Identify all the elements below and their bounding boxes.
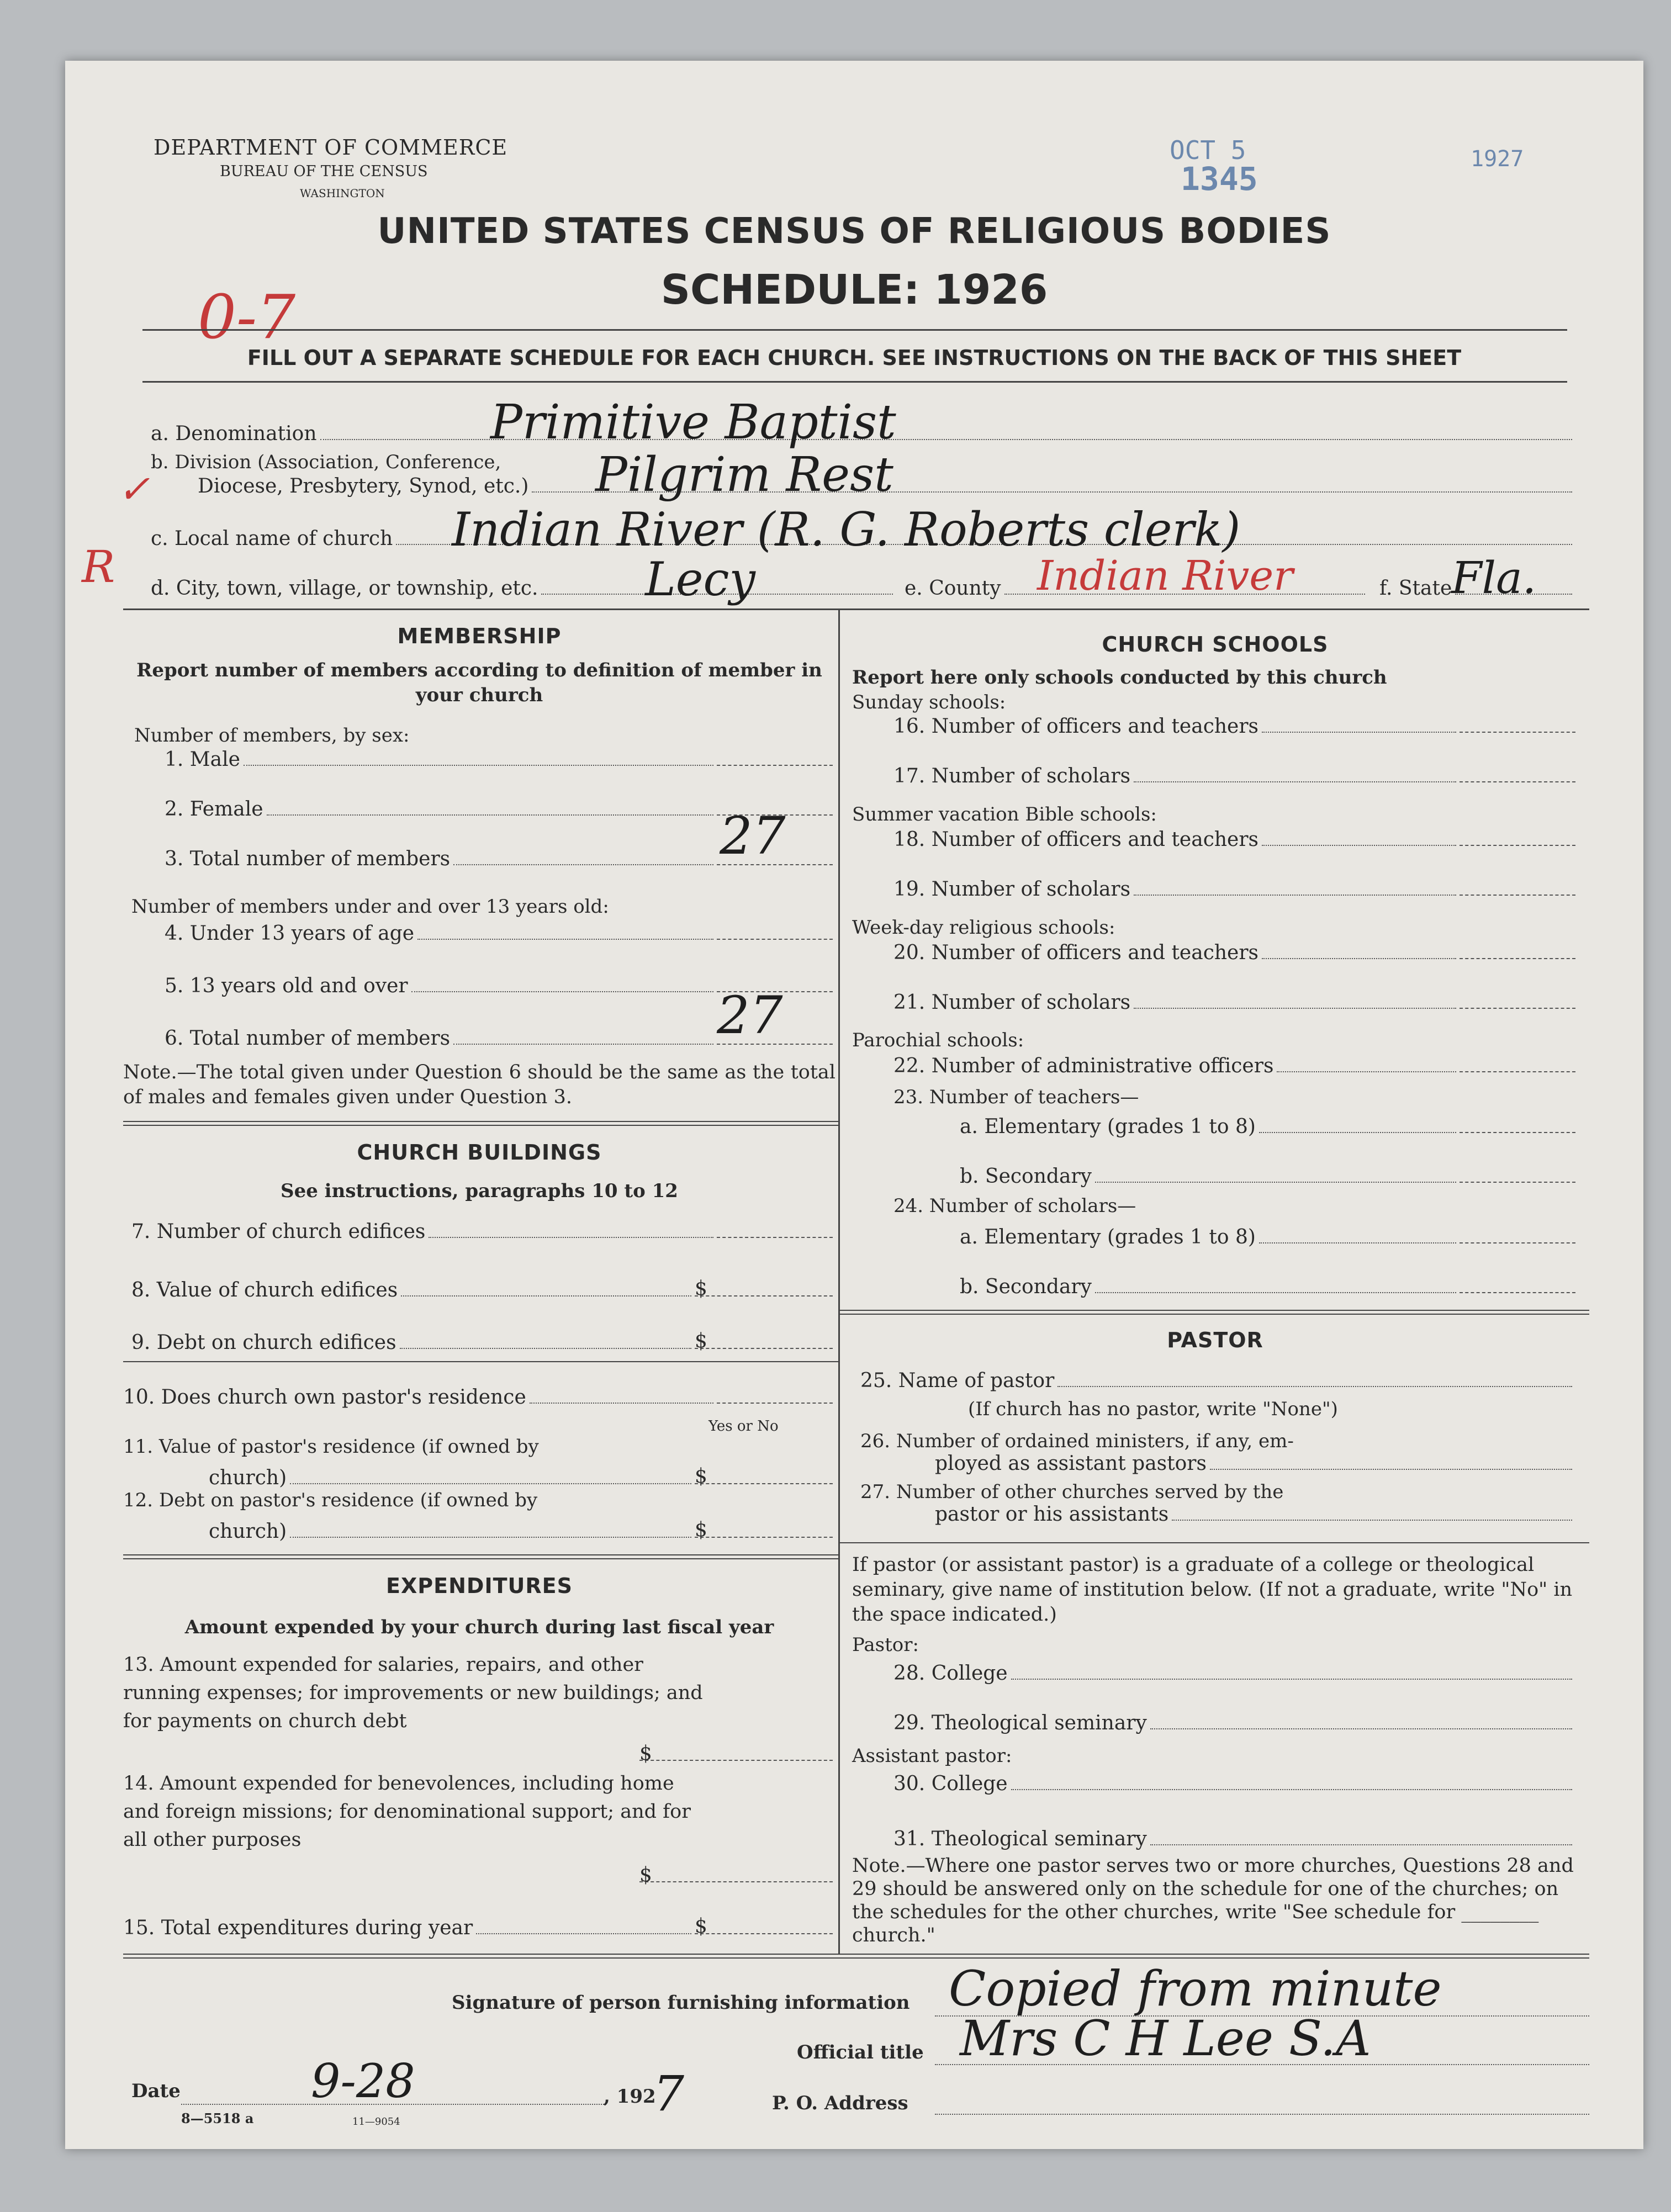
members-by-age-label: Number of members under and over 13 years old: [131, 896, 609, 918]
date-value: 9-28 [311, 2054, 415, 2108]
q31-theological-seminary: 31. Theological seminary [893, 1828, 1575, 1850]
local-name-row: c. Local name of church [151, 527, 1575, 550]
church-buildings-instruction: See instructions, paragraphs 10 to 12 [281, 1180, 678, 1202]
q25-hint: (If church has no pastor, write "None") [968, 1398, 1338, 1420]
q19-summer-scholars: 19. Number of scholars [893, 878, 1575, 901]
pastor-note: Note.—Where one pastor serves two or more churches, Questions 28 and 29 should be answered only on the schedule for one of the churches; on the schedules for the other churches, write "See schedule for ________ church." [852, 1855, 1574, 1946]
q11-value-residence: church) $ [209, 1460, 833, 1489]
church-buildings-heading: CHURCH BUILDINGS [357, 1140, 602, 1165]
q1-male: 1. Male [165, 748, 833, 771]
red-code-annotation: 0-7 [198, 282, 296, 352]
official-title-value: Mrs C H Lee S.A [960, 2010, 1371, 2067]
department-name: DEPARTMENT OF COMMERCE [154, 135, 508, 160]
fill-out-instruction: FILL OUT A SEPARATE SCHEDULE FOR EACH CHURCH. SEE INSTRUCTIONS ON THE BACK OF THIS SHEET [247, 346, 1462, 370]
expenditures-heading: EXPENDITURES [386, 1574, 573, 1598]
q10-pastor-residence: 10. Does church own pastor's residence [123, 1386, 833, 1409]
q23a-elementary: a. Elementary (grades 1 to 8) [960, 1115, 1575, 1138]
signature-value: Copied from minute [949, 1960, 1442, 2017]
q6-total-number: 6. Total number of members [165, 1027, 833, 1050]
year-value: 7 [653, 2065, 684, 2122]
graduate-instruction: If pastor (or assistant pastor) is a graduate of a college or theological seminary, give name of institution below. (If not a graduate, write "No" in the space indicated.) [852, 1554, 1573, 1626]
q3-total-members: 3. Total number of members [165, 848, 833, 870]
q21-weekday-scholars: 21. Number of scholars [893, 991, 1575, 1014]
official-title-label: Official title [797, 2041, 924, 2063]
q24-scholars-label: 24. Number of scholars— [893, 1195, 1136, 1217]
po-address-label: P. O. Address [772, 2092, 908, 2114]
summer-schools-label: Summer vacation Bible schools: [852, 803, 1157, 825]
assistant-pastor-label: Assistant pastor: [852, 1745, 1012, 1767]
division-row: Diocese, Presbytery, Synod, etc.) [198, 475, 1575, 498]
q27-other-churches: pastor or his assistants [935, 1503, 1575, 1526]
denomination-value: Primitive Baptist [490, 395, 896, 450]
q14-label: 14. Amount expended for benevolences, including home and foreign missions; for denominational support; and for all other purposes [123, 1772, 691, 1851]
membership-note: Note.—The total given under Question 6 should be the same as the total of males and females given under Question 3. [123, 1061, 836, 1108]
census-schedule-sheet [65, 61, 1643, 2149]
q13-dollar: $ [639, 1742, 652, 1765]
q14-dollar: $ [639, 1864, 652, 1886]
yes-or-no-hint: Yes or No [708, 1418, 779, 1435]
bureau-location: WASHINGTON [300, 187, 385, 200]
print-number: 11—9054 [352, 2116, 400, 2128]
denomination-row: a. Denomination [151, 422, 1575, 445]
q13-label: 13. Amount expended for salaries, repairs, and other running expenses; for improvements or new buildings; and for payments on church debt [123, 1654, 703, 1732]
q26-label: 26. Number of ordained ministers, if any, em- [860, 1430, 1294, 1452]
q24b-secondary: b. Secondary [960, 1276, 1575, 1298]
red-initial-annotation: R [82, 541, 115, 592]
signature-label: Signature of person furnishing information [452, 1992, 910, 2014]
membership-instruction: Report number of members according to definition of member in your church [136, 659, 822, 706]
q20-weekday-officers: 20. Number of officers and teachers [893, 941, 1575, 964]
q24a-elementary: a. Elementary (grades 1 to 8) [960, 1226, 1575, 1248]
local-name-value: Indian River (R. G. Roberts clerk) [452, 502, 1241, 557]
q27-label: 27. Number of other churches served by the [860, 1481, 1284, 1503]
expenditures-instruction: Amount expended by your church during last fiscal year [184, 1616, 774, 1638]
q12-debt-residence: church) $ [209, 1514, 833, 1543]
q2-female: 2. Female [165, 798, 833, 821]
q25-pastor-name: 25. Name of pastor [860, 1369, 1575, 1392]
state-row: f. State [1379, 577, 1575, 600]
city-row: d. City, town, village, or township, etc. [151, 577, 896, 600]
q12-label: 12. Debt on pastor's residence (if owned by [123, 1489, 538, 1511]
q11-label: 11. Value of pastor's residence (if owned by [123, 1436, 539, 1458]
county-value: Indian River [1037, 552, 1293, 600]
received-stamp-date: OCT 5 [1170, 135, 1246, 165]
q22-admin-officers: 22. Number of administrative officers [893, 1055, 1575, 1077]
membership-heading: MEMBERSHIP [397, 624, 562, 648]
county-row: e. County [905, 577, 1368, 600]
bureau-name: BUREAU OF THE CENSUS [220, 163, 428, 180]
red-check-mark: ✓ [118, 467, 150, 512]
weekday-schools-label: Week-day religious schools: [852, 917, 1115, 939]
q26-ordained-ministers: ployed as assistant pastors [935, 1452, 1575, 1475]
q9-debt-edifices: 9. Debt on church edifices $ [131, 1325, 833, 1354]
division-label-1: b. Division (Association, Conference, [151, 451, 501, 473]
pastor-education-label: Pastor: [852, 1634, 919, 1656]
schedule-number-stamp: 1345 [1181, 160, 1258, 198]
q6-total-value: 27 [717, 986, 783, 1046]
form-title: UNITED STATES CENSUS OF RELIGIOUS BODIES [377, 211, 1331, 252]
pastor-heading: PASTOR [1167, 1328, 1263, 1352]
form-subtitle: SCHEDULE: 1926 [660, 266, 1048, 314]
q17-sunday-scholars: 17. Number of scholars [893, 765, 1575, 787]
q28-college: 28. College [893, 1662, 1575, 1685]
q23-teachers-label: 23. Number of teachers— [893, 1086, 1139, 1108]
form-number: 8—5518 a [181, 2110, 254, 2126]
sunday-schools-label: Sunday schools: [852, 691, 1006, 713]
q23b-secondary: b. Secondary [960, 1165, 1575, 1188]
church-schools-heading: CHURCH SCHOOLS [1102, 632, 1329, 657]
q5-13-and-over: 5. 13 years old and over [165, 975, 833, 997]
q3-total-value: 27 [720, 806, 786, 866]
state-value: Fla. [1451, 552, 1537, 604]
parochial-schools-label: Parochial schools: [852, 1029, 1024, 1051]
received-stamp-year: 1927 [1471, 146, 1524, 172]
date-label: Date [131, 2080, 181, 2102]
q4-under-13: 4. Under 13 years of age [165, 922, 833, 945]
q16-sunday-officers: 16. Number of officers and teachers [893, 715, 1575, 738]
q15-total-expenditures: 15. Total expenditures during year $ [123, 1911, 833, 1939]
q8-value-edifices: 8. Value of church edifices $ [131, 1273, 833, 1301]
q30-college: 30. College [893, 1772, 1575, 1795]
year-prefix: , 192 [604, 2086, 656, 2108]
church-schools-instruction: Report here only schools conducted by this church [852, 666, 1387, 689]
q7-church-edifices: 7. Number of church edifices [131, 1220, 833, 1243]
city-value: Lecy [645, 552, 755, 606]
division-value: Pilgrim Rest [595, 447, 893, 502]
q18-summer-officers: 18. Number of officers and teachers [893, 828, 1575, 851]
members-by-sex-label: Number of members, by sex: [134, 724, 410, 747]
q29-theological-seminary: 29. Theological seminary [893, 1712, 1575, 1734]
